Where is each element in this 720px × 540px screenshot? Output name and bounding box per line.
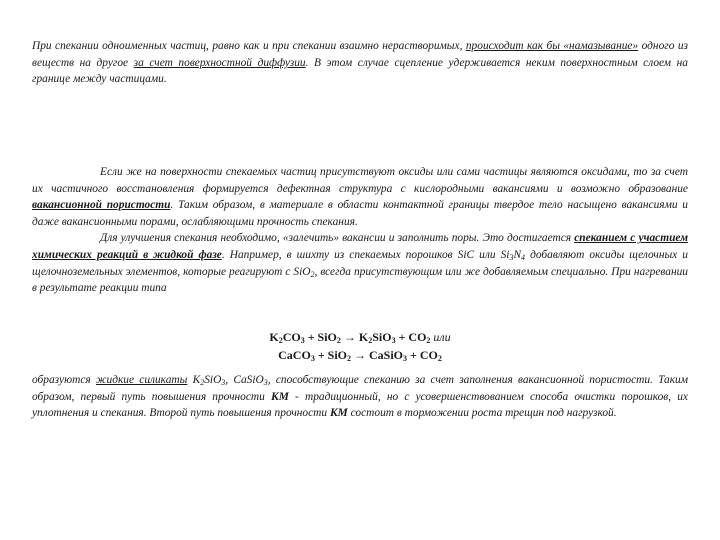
text: + SiO (314, 348, 347, 362)
paragraph-oxides (32, 164, 688, 297)
subscript: 2 (200, 378, 205, 387)
text: K (269, 330, 279, 344)
subscript: 2 (347, 354, 351, 363)
underlined-term: происходит как бы «намазывание» (465, 40, 639, 52)
text: CO (282, 330, 301, 344)
text: , CaSiO (225, 374, 264, 386)
subscript: 3 (391, 336, 396, 345)
term-km: КМ (271, 390, 289, 403)
formula-calcium (0, 346, 720, 364)
subscript: 3 (403, 354, 408, 363)
text: → CaSiO (351, 348, 404, 362)
text: Для улучшения спекания необходимо, «залечить» вакансии и заполнить поры. Это достигается (100, 232, 575, 245)
text: SiO (372, 330, 392, 344)
subscript: 3 (509, 252, 514, 262)
text: . Таким образом, в материале в области контактной границы твердое тело насыщено вакансиями и даже вакансионными порами, ослабляющими прочность спекания. (32, 199, 688, 228)
paragraph-surface-diffusion (32, 38, 688, 88)
text: , способствующие спеканию за счет заполнения вакансионной пористости. Таким образом, первый путь повышения прочности (32, 374, 689, 403)
subscript: 2 (437, 354, 442, 363)
paragraph-liquid-phase (32, 230, 688, 296)
subscript: 2 (278, 336, 283, 345)
text: одного из веществ на другое (32, 40, 688, 69)
text: состоит в торможении роста трещин под нагрузкой. (347, 407, 617, 420)
text: . В этом случае сцепление удерживается неким поверхностным слоем на границе между частицами. (32, 56, 688, 86)
subscript: 4 (521, 252, 526, 262)
text: При спекании одноименных частиц, равно как и при спекании взаимно нерастворимых, (32, 40, 466, 52)
underlined-term: жидкие силикаты (95, 374, 188, 386)
subscript: 3 (263, 378, 268, 387)
paragraph-silicates (32, 372, 688, 422)
underlined-term: вакансионной пористости (32, 199, 171, 212)
text: - традиционный, но с усовершенствованием способа очистки порошков, их уплотнения и спекания. Второй путь повышения прочности (32, 390, 688, 420)
subscript: 3 (310, 354, 315, 363)
text: + CO (395, 330, 427, 344)
subscript: 3 (300, 336, 305, 345)
underlined-term: за счет поверхностной диффузии (133, 56, 306, 69)
reaction-formulas (0, 328, 720, 364)
subscript: 2 (336, 336, 341, 345)
text: или (430, 330, 451, 344)
subscript: 3 (221, 378, 226, 387)
subscript: 2 (310, 269, 315, 279)
text: K (187, 374, 201, 386)
text: → K (340, 330, 369, 344)
formula-potassium (0, 328, 720, 346)
subscript: 2 (368, 336, 373, 345)
text: образуются (32, 374, 96, 386)
text: + CO (407, 348, 438, 362)
text: . Например, в шихту из спекаемых порошков SiC или Si (221, 248, 510, 261)
text: , всегда присутствующим или же добавляемым специально. При нагревании в результате реакции типа (32, 265, 688, 295)
subscript: 2 (426, 336, 431, 345)
underlined-term: спеканием с участием химических реакций в жидкой фазе (32, 232, 689, 261)
text: + SiO (304, 330, 337, 344)
text: Если же на поверхности спекаемых частиц присутствуют оксиды или сами частицы являются оксидами, то за счет их частичного восстановления формируется дефектная структура с кислородными вакансиями и возможно образование (32, 166, 688, 195)
text: добавляют оксиды щелочных и щелочноземельных элементов, которые реагируют с SiO (32, 248, 688, 278)
text: CaCO (278, 348, 311, 362)
text: N (513, 248, 522, 261)
term-km: КМ (329, 407, 348, 420)
text: SiO (204, 374, 222, 386)
